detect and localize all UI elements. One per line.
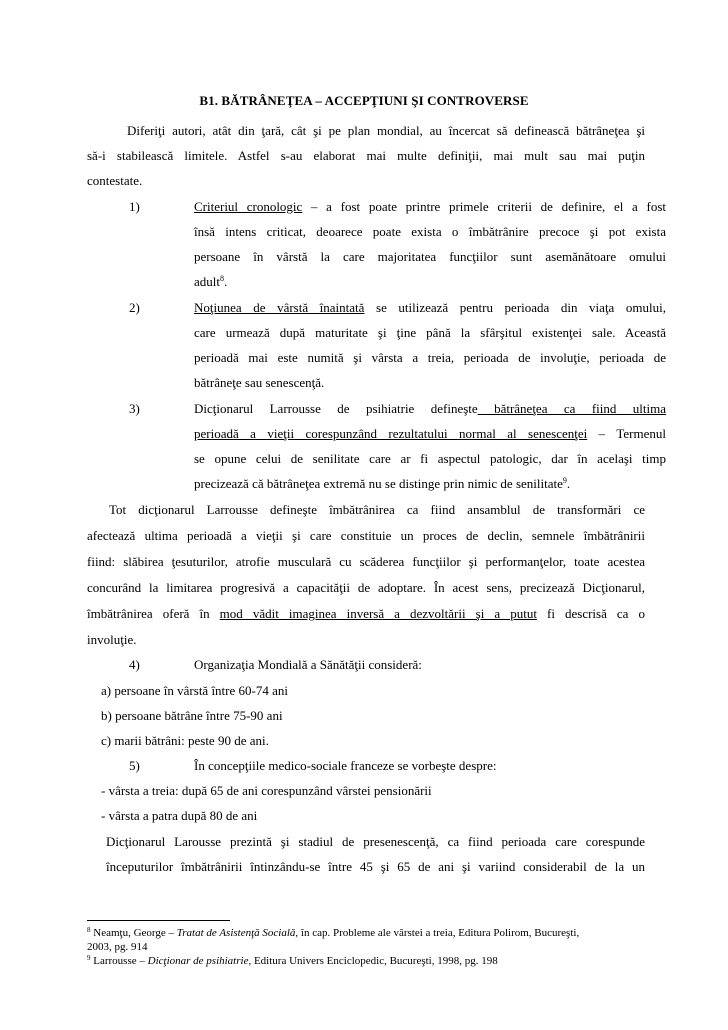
- footnote-8: [87, 926, 667, 940]
- para-2-line-4: concurând la limitarea progresivă a capacităţii de adoptare. În acest sens, precizează Dicţionarul,: [87, 580, 645, 595]
- footnote-8-mark: 8: [87, 926, 91, 934]
- dash-item-1: - vârsta a treia: după 65 de ani corespunzând vârstei pensionării: [101, 783, 432, 798]
- footnote-ref-8: 8: [220, 274, 224, 283]
- footnote-8-title: Tratat de Asistenţă Socială,: [176, 927, 299, 939]
- item-1-line-4-text: adult: [194, 274, 220, 289]
- footnote-8-cont: 2003, pg. 914: [87, 941, 148, 953]
- footnote-9-rest: , Editura Univers Enciclopedic, Bucureşti, 1998, pg. 198: [248, 955, 498, 967]
- dash-item-2: - vârsta a patra după 80 de ani: [101, 808, 258, 823]
- item-5-number: 5): [129, 758, 140, 773]
- item-2-line-1-rest: se utilizează pentru perioada din viaţa omului,: [364, 300, 666, 315]
- para-2-line-5: [87, 605, 645, 623]
- para-2-line-5-b: fi descrisă ca o: [536, 606, 646, 621]
- footnote-8-author: Neamţu, George –: [90, 927, 177, 939]
- item-1-line-2: însă intens criticat, deoarece poate exista o îmbătrânire precoce şi pot exista: [194, 224, 666, 239]
- para-3-line-1: Dicţionarul Larousse prezintă şi stadiul de presenescenţă, ca fiind perioada care corespunde: [106, 834, 645, 849]
- item-1-line-4: [194, 273, 666, 291]
- para-2-line-5-underlined: mod vădit imaginea inversă a dezvoltării şi a putut: [219, 606, 537, 621]
- item-5-text: În concepţiile medico-sociale franceze se vorbeşte despre:: [194, 758, 497, 773]
- item-1-line-3: persoane în vârstă la care majoritatea funcţiilor sunt asemănătoare omului: [194, 249, 666, 264]
- footnote-9-mark: 9: [87, 954, 91, 962]
- list-item-c: c) marii bătrâni: peste 90 de ani.: [101, 733, 269, 748]
- item-1-line-4-end: .: [224, 274, 228, 289]
- item-1-term: Criteriul cronologic: [194, 199, 303, 214]
- item-3-line-1: [194, 400, 666, 418]
- para-3-line-2: începuturilor îmbătrânirii întinzându-se între 45 şi 65 de ani şi variind considerabil de la un: [106, 859, 645, 874]
- footnote-9-author: Larrousse –: [90, 955, 148, 967]
- item-2-number: 2): [129, 300, 140, 315]
- para-2-line-6: involuţie.: [87, 632, 137, 647]
- item-2-line-3: perioadă mai este numită şi vârsta a treia, perioada de involuţie, perioada de: [194, 350, 666, 365]
- footnote-ref-9: 9: [562, 476, 567, 485]
- footnote-9: [87, 954, 667, 968]
- item-3-line-4-end: .: [566, 476, 571, 491]
- footnote-9-title: Dicţionar de psihiatrie: [147, 955, 249, 967]
- item-3-line-1-text: Dicţionarul Larrousse de psihiatrie defineşte: [194, 401, 478, 416]
- item-3-line-2-underlined: perioadă a vieţii corespunzând rezultatului normal al senescenţei: [194, 426, 588, 441]
- item-4-text: Organizaţia Mondială a Sănătăţii consideră:: [194, 657, 422, 672]
- para-2-line-1: Tot dicţionarul Larrousse defineşte îmbătrânirea ca fiind ansamblul de transformări ce: [109, 502, 645, 517]
- list-item-a: a) persoane în vârstă între 60-74 ani: [101, 683, 288, 698]
- item-3-number: 3): [129, 401, 140, 416]
- item-2-term: Noţiunea de vârstă înaintată: [194, 300, 365, 315]
- item-3-line-4: [194, 475, 666, 493]
- item-2-line-2: care urmează după maturitate şi ţine până la sfârşitul existenţei sale. Această: [194, 325, 666, 340]
- item-1-line-1-rest: – a fost poate printre primele criterii de definire, el a fost: [302, 199, 666, 214]
- page-title: B1. BĂTRÂNEŢEA – ACCEPŢIUNI ŞI CONTROVERSE: [199, 93, 529, 108]
- item-2-line-1: [194, 299, 666, 317]
- list-item-b: b) persoane bătrâne între 75-90 ani: [101, 708, 283, 723]
- para-2-line-2: afectează ultima perioadă a vieţii şi care constituie un proces de declin, semnele îmbătrânirii: [87, 528, 645, 543]
- para-2-line-3: fiind: slăbirea ţesuturilor, atrofie musculară cu scăderea funcţiilor şi performanţelor, toate acestea: [87, 554, 645, 569]
- intro-line-3: contestate.: [87, 173, 143, 188]
- item-3-line-4-text: precizează că bătrâneţea extremă nu se distinge prin nimic de senilitate: [194, 476, 563, 491]
- item-2-line-4: bătrâneţe sau senescenţă.: [194, 375, 325, 390]
- intro-line-2: să-i stabilească limitele. Astfel s-au elaborat mai multe definiţii, mai mult sau mai puţin: [87, 148, 645, 163]
- para-2-line-5-a: îmbătrânirea oferă în: [87, 606, 220, 621]
- item-3-line-1-underlined: bătrâneţea ca fiind ultima: [477, 401, 666, 416]
- footnote-separator: [87, 920, 230, 921]
- item-1-line-1: [194, 198, 666, 216]
- intro-line-1: Diferiţi autori, atât din ţară, cât şi pe plan mondial, au încercat să definească bătrâneţea şi: [127, 123, 645, 138]
- item-3-line-2-rest: – Termenul: [587, 426, 666, 441]
- item-4-number: 4): [129, 657, 140, 672]
- item-1-number: 1): [129, 199, 140, 214]
- item-3-line-3: se opune celui de senilitate care ar fi aspectul patologic, dar în acelaşi timp: [194, 451, 666, 466]
- item-3-line-2: [194, 425, 666, 443]
- footnote-8-rest: în cap. Probleme ale vârstei a treia, Editura Polirom, Bucureşti,: [298, 927, 580, 939]
